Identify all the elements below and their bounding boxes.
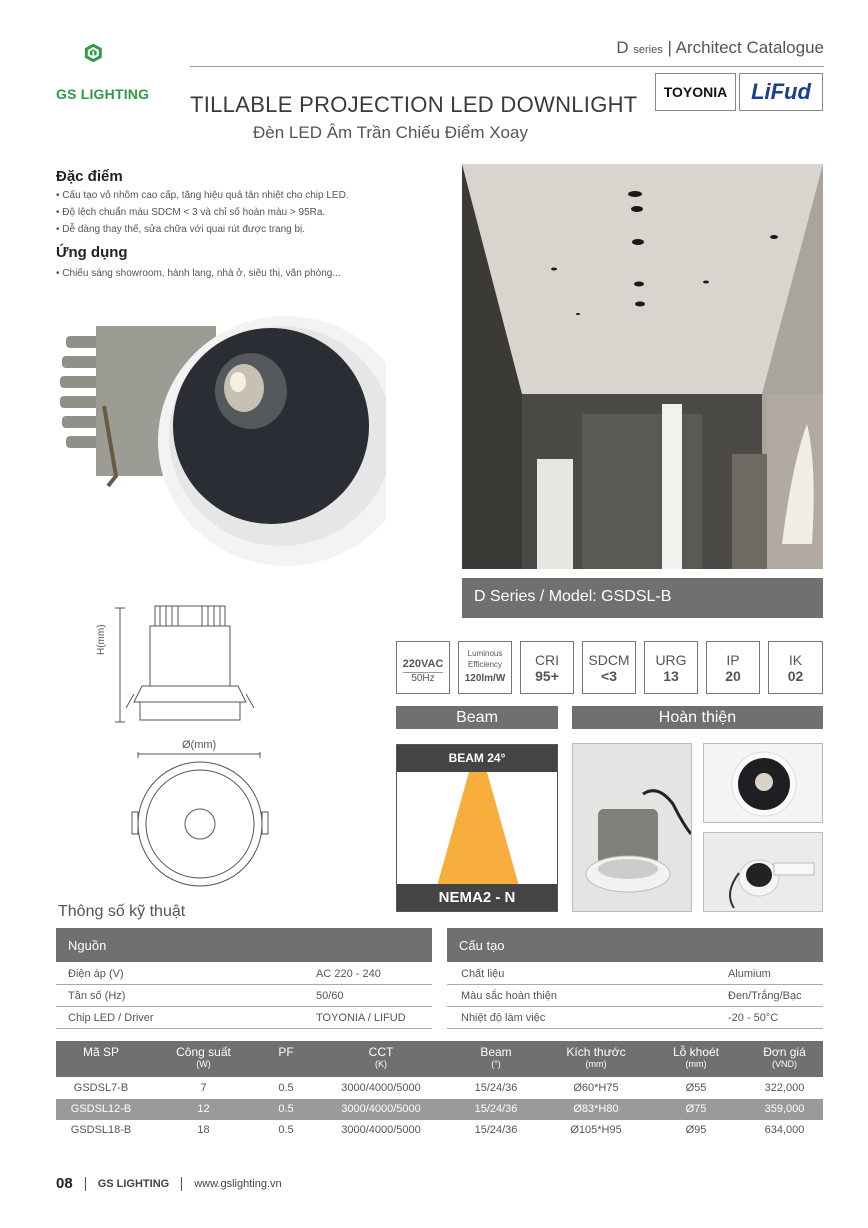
tech-spec-title: Thông số kỹ thuật [58, 903, 186, 920]
spec-ik: IK 02 [768, 641, 823, 694]
product-table-header: Mã SP Công suất (W) PF CCT (K) Beam (°) Kích thước (mm) Lỗ khoét (mm) Đơn giá (VND) [56, 1041, 823, 1077]
side-view-drawing [100, 598, 290, 732]
table-row: GSDSL7-B 7 0.5 3000/4000/5000 15/24/36 Ø60*H75 Ø55 322,000 [73, 1082, 805, 1094]
feature-item: • Độ lệch chuẩn màu SDCM < 3 và chỉ số hoàn màu > 95Ra. [56, 204, 436, 221]
height-label: H(mm) [96, 624, 107, 655]
finish-photo-side [572, 743, 692, 912]
spec-sdcm: SDCM <3 [582, 641, 636, 694]
beam-cone-icon [397, 772, 558, 886]
spec-efficiency: Luminous Efficiency 120lm/W [458, 641, 512, 694]
diameter-label: Ø(mm) [182, 739, 217, 751]
lifud-logo: LiFud [739, 73, 823, 111]
power-group-header: Nguồn [56, 928, 432, 962]
spec-ip: IP 20 [706, 641, 760, 694]
table-row: GSDSL12-B 12 0.5 3000/4000/5000 15/24/36 Ø83*H80 Ø75 359,000 [56, 1099, 823, 1120]
footer-divider [85, 1177, 86, 1191]
features-heading: Đặc điểm [56, 168, 123, 185]
table-row: Chip LED / Driver TOYONIA / LIFUD [56, 1007, 432, 1029]
top-view-drawing [130, 752, 270, 897]
finish-section-bar: Hoàn thiện [572, 706, 823, 729]
table-row: Chất liệu Alumium [447, 963, 823, 985]
page-title: TILLABLE PROJECTION LED DOWNLIGHT [190, 92, 638, 117]
table-row: GSDSL18-B 18 0.5 3000/4000/5000 15/24/36 Ø105*H95 Ø95 634,000 [70, 1124, 805, 1136]
logo-text: GS LIGHTING [56, 86, 150, 102]
spec-urg: URG 13 [644, 641, 698, 694]
table-row: Màu sắc hoàn thiện Đen/Trắng/Bạc [447, 985, 823, 1007]
features-list [56, 187, 436, 238]
footer-divider [181, 1177, 182, 1191]
table-row: Nhiệt độ làm việc -20 - 50°C [447, 1007, 823, 1029]
toyonia-logo: TOYONIA [655, 73, 736, 111]
feature-item: • Dễ dàng thay thế, sửa chữa với quai rút được trang bị. [56, 221, 436, 238]
beam-angle-label: BEAM 24° [397, 745, 557, 772]
footer [56, 1175, 282, 1192]
structure-group-header: Cấu tạo [447, 928, 823, 962]
finish-photo-front [703, 743, 823, 823]
footer-company: GS LIGHTING [97, 1177, 170, 1190]
beam-diagram [396, 744, 558, 912]
table-row: Điện áp (V) AC 220 - 240 [56, 963, 432, 985]
application-list [56, 265, 436, 282]
footer-website[interactable]: www.gslighting.vn [194, 1177, 282, 1190]
series-label: D series | Architect Catalogue [616, 38, 824, 57]
beam-nema-label: NEMA2 - N [397, 884, 557, 911]
downlight-product-photo [56, 296, 386, 576]
gs-lighting-logo-icon [84, 34, 128, 82]
application-item: • Chiếu sáng showroom, hành lang, nhà ở, siêu thị, văn phòng... [56, 265, 436, 282]
feature-item: • Cấu tạo vỏ nhôm cao cấp, tăng hiệu quả tản nhiệt cho chip LED. [56, 187, 436, 204]
spec-voltage: 220VAC 50Hz [396, 641, 450, 694]
spec-cri: CRI 95+ [520, 641, 574, 694]
room-installation-photo [462, 164, 823, 569]
header-divider [190, 66, 824, 67]
finish-photo-angle [703, 832, 823, 912]
beam-section-bar: Beam [396, 706, 558, 729]
page-subtitle: Đèn LED Âm Trần Chiếu Điểm Xoay [253, 123, 528, 142]
model-bar: D Series / Model: GSDSL-B [462, 578, 823, 618]
application-heading: Ứng dụng [56, 244, 128, 261]
table-row: Tần số (Hz) 50/60 [56, 985, 432, 1007]
page-number: 08 [56, 1175, 73, 1192]
